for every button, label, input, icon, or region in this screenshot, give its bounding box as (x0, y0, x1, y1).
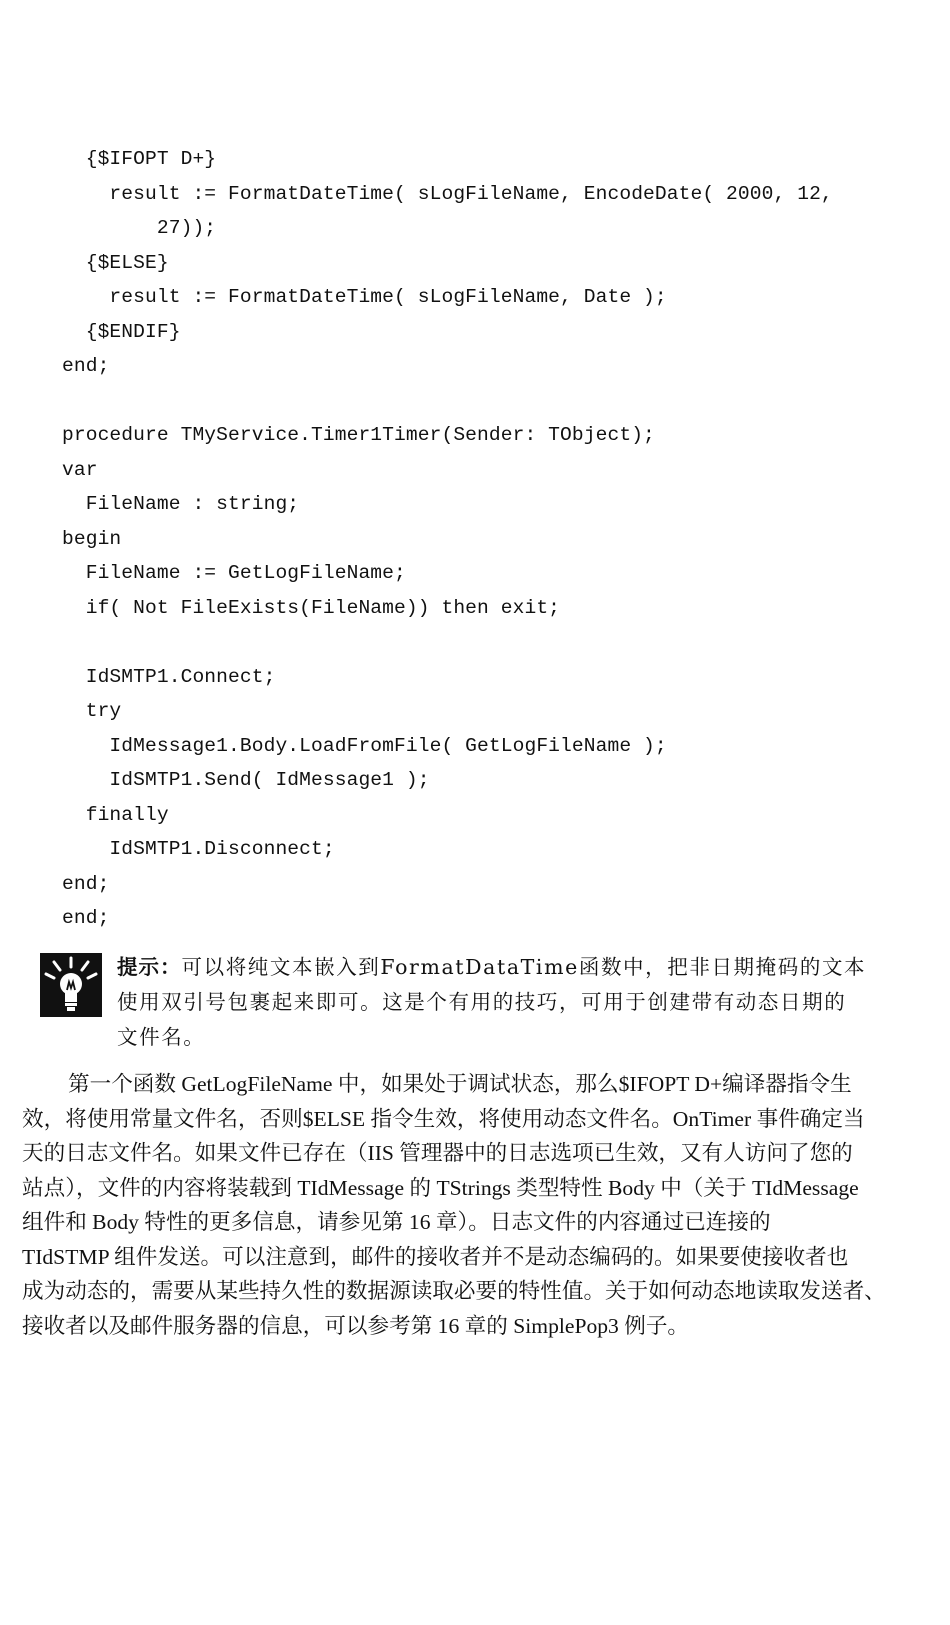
code-line: end; (62, 355, 110, 377)
code-line: IdSMTP1.Connect; (62, 665, 276, 688)
code-line: result := FormatDateTime( sLogFileName, EncodeDate( 2000, 12, (62, 182, 833, 205)
code-line: if( Not FileExists(FileName)) then exit; (62, 596, 561, 619)
code-line: result := FormatDateTime( sLogFileName, Date ); (62, 286, 667, 308)
paragraph-line: 第一个函数 GetLogFileName 中，如果处于调试状态，那么$IFOPT D+编译器指令生 (68, 1072, 852, 1096)
paragraph-line: 成为动态的，需要从某些持久性的数据源读取必要的特性值。关于如何动态地读取发送者、 (22, 1279, 886, 1303)
code-line: IdSMTP1.Send( IdMessage1 ); (62, 769, 430, 791)
code-line: end; (62, 872, 110, 895)
code-line: procedure TMyService.Timer1Timer(Sender: TObject); (62, 424, 655, 446)
code-line (62, 384, 922, 419)
tip-label: 提示： (117, 955, 182, 979)
paragraph-line: 效，将使用常量文件名，否则$ELSE 指令生效，将使用动态文件名。OnTimer 事件确定当 (22, 1106, 865, 1131)
code-line: {$IFOPT D+} (62, 148, 217, 170)
paragraph-line: 接收者以及邮件服务器的信息，可以参考第 16 章的 SimplePop3 例子。 (22, 1313, 690, 1338)
code-line: try (62, 700, 122, 722)
tip-line-text: 可以将纯文本嵌入到FormatDataTime函数中，把非日期掩码的文本 (181, 955, 867, 979)
code-line: end; (62, 907, 110, 929)
code-line: FileName : string; (62, 493, 300, 515)
tip-text (117, 950, 917, 1055)
code-listing (62, 142, 922, 936)
paragraph-line: 组件和 Body 特性的更多信息，请参见第 16 章）。日志文件的内容通过已连接的 (22, 1210, 771, 1234)
tip-line (117, 950, 917, 985)
paragraph-line: 站点），文件的内容将装载到 TIdMessage 的 TStrings 类型特性 Body 中（关于 TIdMessage (22, 1175, 859, 1200)
code-line: var (62, 458, 98, 481)
tip-box (40, 953, 920, 1063)
code-line: {$ELSE} (62, 251, 169, 274)
code-line: IdMessage1.Body.LoadFromFile( GetLogFileName ); (62, 734, 667, 757)
tip-line: 使用双引号包裹起来即可。这是个有用的技巧，可用于创建带有动态日期的 (117, 990, 847, 1014)
body-paragraph (22, 1067, 932, 1343)
lightbulb-icon (40, 953, 102, 1017)
paragraph-line: TIdSTMP 组件发送。可以注意到，邮件的接收者并不是动态编码的。如果要使接收者也 (22, 1244, 849, 1269)
code-line: 27)); (62, 217, 217, 239)
code-line: begin (62, 527, 122, 550)
code-line: IdSMTP1.Disconnect; (62, 838, 335, 860)
code-line: {$ENDIF} (62, 320, 181, 343)
paragraph-line: 天的日志文件名。如果文件已存在（IIS 管理器中的日志选项已生效，又有人访问了您的 (22, 1141, 853, 1165)
tip-line: 文件名。 (117, 1025, 206, 1049)
code-line: FileName := GetLogFileName; (62, 562, 406, 584)
code-line (62, 625, 922, 660)
code-line: finally (62, 803, 169, 826)
